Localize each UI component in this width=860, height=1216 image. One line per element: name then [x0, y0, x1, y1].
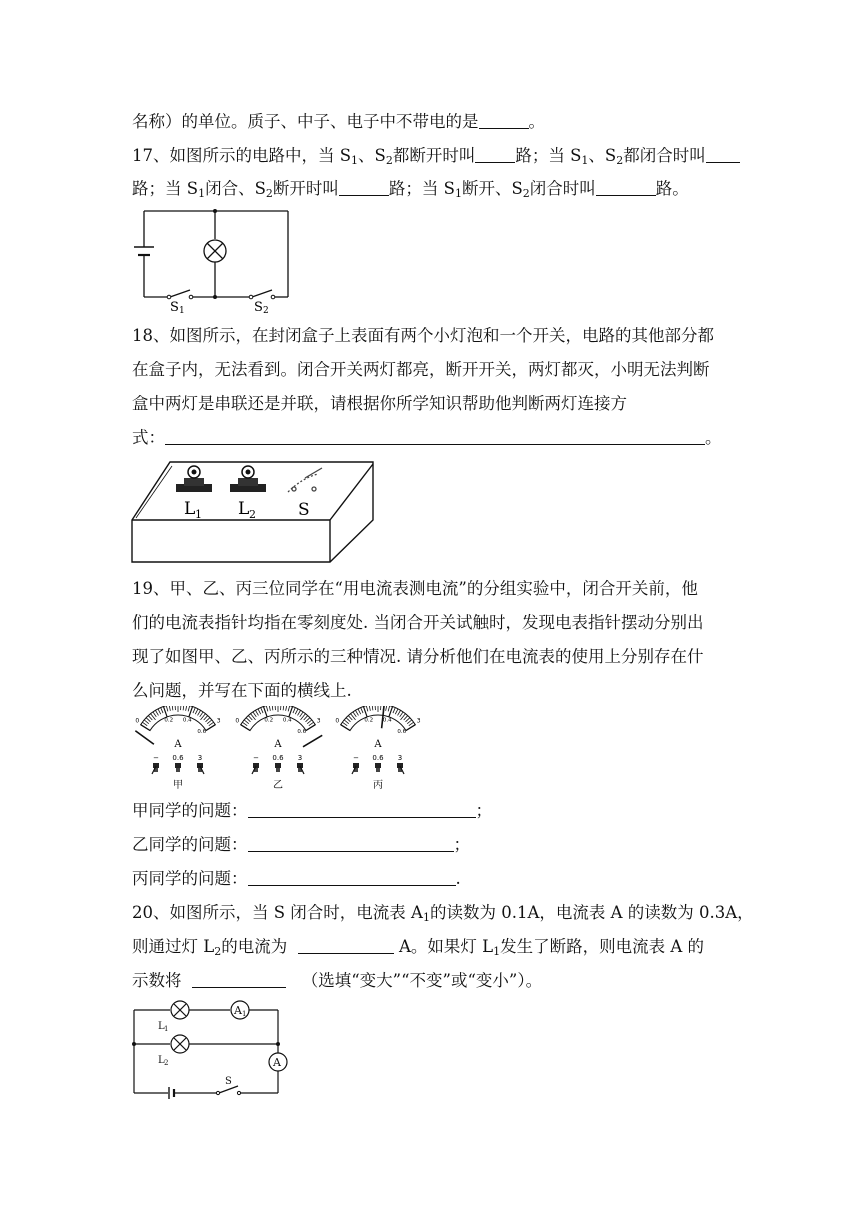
q17-line-2: 路；当 $S_1$闭合、$S_2$断开时叫 路；当 $S_1$断开、$S_2$闭合时叫 路。: [132, 179, 689, 200]
ammeter-dial-1: [135, 706, 220, 790]
meter-caption: 甲: [173, 780, 183, 790]
q18-answer-blank[interactable]: [165, 428, 705, 445]
q19-answer-2: 乙同学的问题： ；: [132, 835, 470, 854]
svg-text:2: 2: [249, 508, 256, 521]
ammeter-needle: [135, 731, 154, 744]
q20-blank-change[interactable]: [192, 971, 286, 988]
q19-line-1: 19、甲、乙、丙三位同学在“用电流表测电流”的分组实验中，闭合开关前，他: [132, 579, 698, 598]
q20-circuit-diagram: [128, 996, 293, 1100]
dial-top-tick-label: 3: [216, 717, 221, 725]
q17-blank-2[interactable]: [706, 146, 740, 163]
q19-line-4: 么问题，并写在下面的横线上.: [132, 681, 352, 700]
svg-text:1: 1: [164, 1025, 169, 1033]
terminal-post: [175, 763, 181, 768]
dial-top-tick-label: 0: [235, 717, 240, 725]
terminal-base: [376, 768, 380, 772]
switch-s-label: S: [225, 1076, 232, 1087]
q17-circuit-diagram: [130, 205, 300, 313]
ammeter-a-label: A: [273, 1056, 281, 1069]
terminal-label: −: [153, 754, 159, 762]
terminal-label: −: [253, 754, 259, 762]
q19-blank-jia[interactable]: [248, 801, 476, 818]
meter-caption: 丙: [373, 780, 383, 790]
dial-unit-label: A: [274, 739, 282, 750]
svg-text:1: 1: [179, 306, 185, 313]
lamp-l1-label: L: [158, 1021, 165, 1032]
terminal-post: [275, 763, 281, 768]
ammeter-dial-2: [235, 706, 322, 790]
dial-bottom-tick-label: 0.6: [297, 729, 307, 736]
dial-top-tick-label: 0: [135, 717, 140, 725]
q18-line-1: 18、如图所示，在封闭盒子上表面有两个小灯泡和一个开关，电路的其他部分都: [132, 326, 714, 345]
q17-blank-1[interactable]: [475, 146, 515, 163]
dial-top-tick-label: 0: [335, 717, 340, 725]
q19-blank-yi[interactable]: [248, 835, 454, 852]
q18-line-2: 在盒子内，无法看到。闭合开关两灯都亮，断开开关，两灯都灭，小明无法判断: [132, 360, 710, 379]
label-l2: L: [238, 499, 250, 519]
terminal-label: 3: [197, 754, 203, 762]
q18-box-figure: [130, 458, 375, 564]
dial-bottom-tick-label: 0.2: [264, 717, 274, 724]
ammeter-dial-3: [335, 706, 420, 790]
terminal-label: 3: [297, 754, 303, 762]
terminal-label: 0.6: [172, 754, 184, 762]
q20-blank-current[interactable]: [298, 937, 394, 954]
svg-text:1: 1: [242, 1010, 247, 1018]
q19-line-3: 现了如图甲、乙、丙所示的三种情况. 请分析他们在电流表的使用上分别存在什: [132, 647, 704, 666]
q17-line-1: 17、如图所示的电路中，当 $S_1$、$S_2$都断开时叫 路；当 $S_1$、$S_2$都闭合时叫: [132, 145, 740, 167]
q19-blank-bing[interactable]: [248, 869, 456, 886]
terminal-label: 0.6: [372, 754, 384, 762]
svg-text:2: 2: [263, 306, 269, 313]
switch-s1-label: S: [170, 300, 179, 313]
q19-line-2: 们的电流表指针均指在零刻度处. 当闭合开关试触时，发现电表指针摆动分别出: [132, 613, 704, 632]
terminal-label: 3: [397, 754, 403, 762]
terminal-label: −: [353, 754, 359, 762]
svg-text:2: 2: [164, 1059, 169, 1067]
q20-line-3: 示数将 （选填“变大”“不变”或“变小”）。: [132, 971, 543, 990]
q16-tail-text: 名称）的单位。质子、中子、电子中不带电的是: [132, 112, 479, 131]
ammeter-needle: [303, 735, 322, 747]
dial-bottom-tick-label: 0.4: [182, 717, 192, 724]
q20-line-2: 则通过灯 $L_2$的电流为 A。如果灯 $L_1$发生了断路，则电流表 A 的: [132, 937, 704, 958]
q19-answer-3: 丙同学的问题： .: [132, 869, 461, 888]
dial-bottom-tick-label: 0.6: [197, 729, 207, 736]
dial-bottom-tick-label: 0.2: [164, 717, 174, 724]
dial-unit-label: A: [174, 739, 182, 750]
terminal-label: 0.6: [272, 754, 284, 762]
lamp-l2-label: L: [158, 1055, 165, 1066]
terminal-base: [176, 768, 180, 772]
dial-bottom-tick-label: 0.4: [382, 717, 392, 724]
terminal-post: [375, 763, 381, 768]
dial-top-tick-label: 3: [416, 717, 421, 725]
q19-ammeter-figures: [128, 706, 438, 790]
svg-text:1: 1: [195, 508, 202, 521]
q19-answer-1: 甲同学的问题： ；: [132, 801, 492, 820]
dial-unit-label: A: [374, 739, 382, 750]
q16-answer-blank[interactable]: [479, 112, 529, 129]
dial-bottom-tick-label: 0.6: [397, 729, 407, 736]
label-l1: L: [184, 499, 196, 519]
q17-blank-3[interactable]: [339, 179, 389, 196]
dial-bottom-tick-label: 0.2: [364, 717, 374, 724]
q18-line-4: 式： 。: [132, 428, 722, 447]
label-s: S: [298, 500, 310, 520]
q16-tail-line: 名称）的单位。质子、中子、电子中不带电的是 。: [132, 112, 545, 131]
q17-blank-4[interactable]: [596, 179, 656, 196]
terminal-base: [276, 768, 280, 772]
switch-s2-label: S: [254, 300, 263, 313]
meter-caption: 乙: [273, 780, 283, 790]
dial-top-tick-label: 3: [316, 717, 321, 725]
q20-line-1: 20、如图所示，当 S 闭合时，电流表 $A_1$的读数为 0.1A，电流表 A 的读数为 0.3A，: [132, 903, 754, 924]
q18-line-3: 盒中两灯是串联还是并联，请根据你所学知识帮助他判断两灯连接方: [132, 394, 627, 413]
ammeter-a1-label: A: [234, 1004, 242, 1017]
dial-bottom-tick-label: 0.4: [282, 717, 292, 724]
